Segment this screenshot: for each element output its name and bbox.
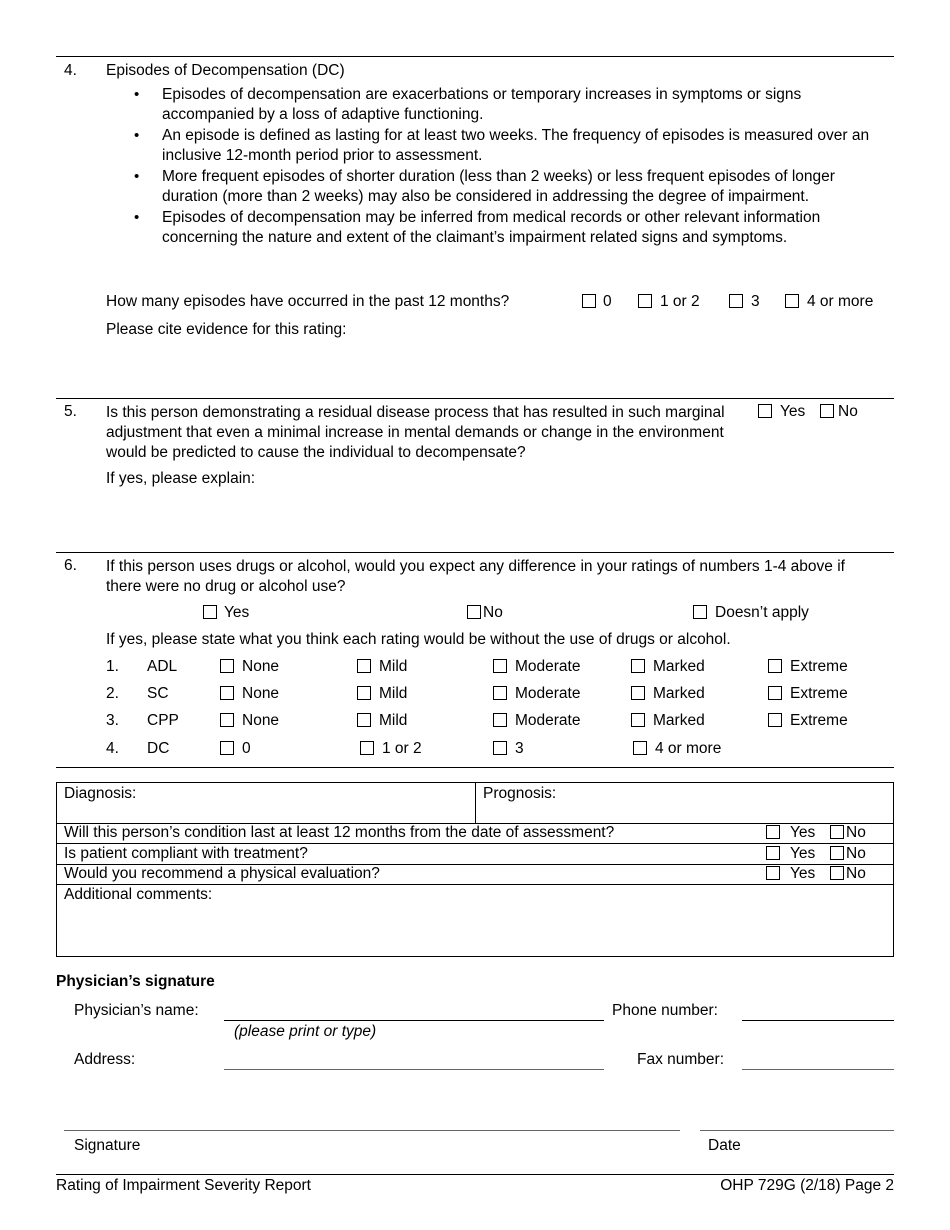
section-4-bullet-list <box>128 85 888 249</box>
episodes-3-checkbox[interactable] <box>729 294 743 308</box>
cpp-moderate-checkbox[interactable] <box>493 713 507 727</box>
section-5-no-label: No <box>838 403 858 420</box>
duration-no-label: No <box>846 824 866 841</box>
footer-form-title: Rating of Impairment Severity Report <box>56 1177 311 1194</box>
episodes-0-label: 0 <box>603 293 612 310</box>
physician-name-hint: (please print or type) <box>234 1023 377 1040</box>
compliance-no-checkbox[interactable] <box>830 846 844 860</box>
section-4-bullet: • Episodes of decompensation are exacerbations or temporary increases in symptoms or signs accompanied by a loss of adaptive functioning. <box>128 85 888 125</box>
address-label: Address: <box>74 1051 136 1068</box>
rating-option-label: None <box>242 658 280 675</box>
table-row-divider <box>56 884 894 885</box>
physical-eval-yes-checkbox[interactable] <box>766 866 780 880</box>
episodes-1or2-label: 1 or 2 <box>660 293 700 310</box>
section-4-title: Episodes of Decompensation (DC) <box>106 62 345 79</box>
duration-question: Will this person’s condition last at least 12 months from the date of assessment? <box>64 824 615 841</box>
address-line[interactable] <box>224 1069 604 1070</box>
sc-marked-checkbox[interactable] <box>631 686 645 700</box>
rating-option-label: None <box>242 685 280 702</box>
rating-option-label: 1 or 2 <box>382 740 422 757</box>
section-6-yes-checkbox[interactable] <box>203 605 217 619</box>
sc-none-checkbox[interactable] <box>220 686 234 700</box>
cpp-none-checkbox[interactable] <box>220 713 234 727</box>
signature-label: Signature <box>74 1137 141 1154</box>
rating-row-code: DC <box>147 740 170 757</box>
dc-0-checkbox[interactable] <box>220 741 234 755</box>
rating-option-label: Moderate <box>515 712 581 729</box>
dc-4plus-checkbox[interactable] <box>633 741 647 755</box>
prognosis-label: Prognosis: <box>483 785 557 802</box>
episodes-1or2-checkbox[interactable] <box>638 294 652 308</box>
episodes-4plus-checkbox[interactable] <box>785 294 799 308</box>
adl-moderate-checkbox[interactable] <box>493 659 507 673</box>
rating-option-label: Mild <box>379 658 408 675</box>
section-5-question: Is this person demonstrating a residual disease process that has resulted in such marginal adjustment that even a minimal increase in mental demands or change in the environment would be predicted to cause the individual to decompensate? <box>106 404 725 461</box>
section-6-number: 6. <box>64 557 77 574</box>
rating-row-code: ADL <box>147 658 178 675</box>
cpp-extreme-checkbox[interactable] <box>768 713 782 727</box>
duration-yes-label: Yes <box>790 824 816 841</box>
section-4-bullet: • An episode is defined as lasting for at least two weeks. The frequency of episodes is measured over an inclusive 12-month period prior to assessment. <box>128 126 888 166</box>
rating-option-label: 4 or more <box>655 740 722 757</box>
rating-option-label: Extreme <box>790 685 848 702</box>
date-label: Date <box>708 1137 741 1154</box>
compliance-no-label: No <box>846 845 866 862</box>
rating-row-code: CPP <box>147 712 179 729</box>
rating-option-label: Marked <box>653 712 705 729</box>
physician-name-line[interactable] <box>224 1020 604 1021</box>
physical-eval-question: Would you recommend a physical evaluation? <box>64 865 380 882</box>
cpp-marked-checkbox[interactable] <box>631 713 645 727</box>
rating-row-number: 2. <box>106 685 119 702</box>
rating-row-code: SC <box>147 685 169 702</box>
compliance-yes-label: Yes <box>790 845 816 862</box>
rating-option-label: None <box>242 712 280 729</box>
section-5-no-checkbox[interactable] <box>820 404 834 418</box>
compliance-yes-checkbox[interactable] <box>766 846 780 860</box>
adl-extreme-checkbox[interactable] <box>768 659 782 673</box>
section-5-yes-checkbox[interactable] <box>758 404 772 418</box>
episodes-0-checkbox[interactable] <box>582 294 596 308</box>
sc-moderate-checkbox[interactable] <box>493 686 507 700</box>
dc-1or2-checkbox[interactable] <box>360 741 374 755</box>
physician-name-label: Physician’s name: <box>74 1002 199 1019</box>
section-5-top-rule <box>56 398 894 399</box>
adl-mild-checkbox[interactable] <box>357 659 371 673</box>
rating-row-number: 1. <box>106 658 119 675</box>
duration-no-checkbox[interactable] <box>830 825 844 839</box>
rating-option-label: Marked <box>653 658 705 675</box>
duration-yes-checkbox[interactable] <box>766 825 780 839</box>
section-4-bullet: • More frequent episodes of shorter duration (less than 2 weeks) or less frequent episodes of longer duration (more than 2 weeks) may also be considered in addressing the degree of impairment. <box>128 167 888 207</box>
date-line[interactable] <box>700 1130 894 1131</box>
compliance-question: Is patient compliant with treatment? <box>64 845 308 862</box>
diagnosis-label: Diagnosis: <box>64 785 137 802</box>
rating-option-label: Mild <box>379 685 408 702</box>
evidence-label: Please cite evidence for this rating: <box>106 321 347 338</box>
section-4-bullet: • Episodes of decompensation may be inferred from medical records or other relevant information concerning the nature and extent of the claimant’s impairment related signs and symptoms. <box>128 208 888 248</box>
rating-option-label: 0 <box>242 740 251 757</box>
rating-option-label: 3 <box>515 740 524 757</box>
explain-label: If yes, please explain: <box>106 470 256 487</box>
section-4-top-rule <box>56 56 894 57</box>
phone-line[interactable] <box>742 1020 894 1021</box>
rating-option-label: Extreme <box>790 658 848 675</box>
section-6-question: If this person uses drugs or alcohol, would you expect any difference in your ratings of numbers 1-4 above if there were no drug or alcohol use? <box>106 558 845 595</box>
rating-option-label: Mild <box>379 712 408 729</box>
section-6-no-checkbox[interactable] <box>467 605 481 619</box>
episodes-3-label: 3 <box>751 293 760 310</box>
rating-option-label: Extreme <box>790 712 848 729</box>
rating-option-label: Marked <box>653 685 705 702</box>
signature-line[interactable] <box>64 1130 680 1131</box>
table-row-divider <box>56 843 894 844</box>
fax-label: Fax number: <box>637 1051 725 1068</box>
physical-eval-yes-label: Yes <box>790 865 816 882</box>
episodes-question: How many episodes have occurred in the past 12 months? <box>106 293 510 310</box>
adl-marked-checkbox[interactable] <box>631 659 645 673</box>
section-6-doesnt-apply-checkbox[interactable] <box>693 605 707 619</box>
section-6-instruction: If yes, please state what you think each rating would be without the use of drugs or alcohol. <box>106 631 731 648</box>
sc-mild-checkbox[interactable] <box>357 686 371 700</box>
comments-label: Additional comments: <box>64 886 213 903</box>
section-5-number: 5. <box>64 403 77 420</box>
rating-row-number: 3. <box>106 712 119 729</box>
section-6-top-rule <box>56 552 894 553</box>
rating-option-label: Moderate <box>515 658 581 675</box>
rating-row-number: 4. <box>106 740 119 757</box>
section-6-bottom-rule <box>56 767 894 768</box>
phone-label: Phone number: <box>612 1002 718 1019</box>
fax-line[interactable] <box>742 1069 894 1070</box>
signature-heading: Physician’s signature <box>56 973 215 990</box>
adl-none-checkbox[interactable] <box>220 659 234 673</box>
section-4-number: 4. <box>64 62 77 79</box>
rating-option-label: Moderate <box>515 685 581 702</box>
footer-rule <box>56 1174 894 1175</box>
episodes-4plus-label: 4 or more <box>807 293 874 310</box>
sc-extreme-checkbox[interactable] <box>768 686 782 700</box>
section-6-yes-label: Yes <box>224 604 250 621</box>
cpp-mild-checkbox[interactable] <box>357 713 371 727</box>
section-5-yes-label: Yes <box>780 403 806 420</box>
physical-eval-no-label: No <box>846 865 866 882</box>
section-6-no-label: No <box>483 604 503 621</box>
footer-page-number: OHP 729G (2/18) Page 2 <box>720 1177 894 1194</box>
physical-eval-no-checkbox[interactable] <box>830 866 844 880</box>
dc-3-checkbox[interactable] <box>493 741 507 755</box>
section-6-doesnt-apply-label: Doesn’t apply <box>715 604 809 621</box>
diagnosis-prognosis-divider <box>475 782 476 823</box>
